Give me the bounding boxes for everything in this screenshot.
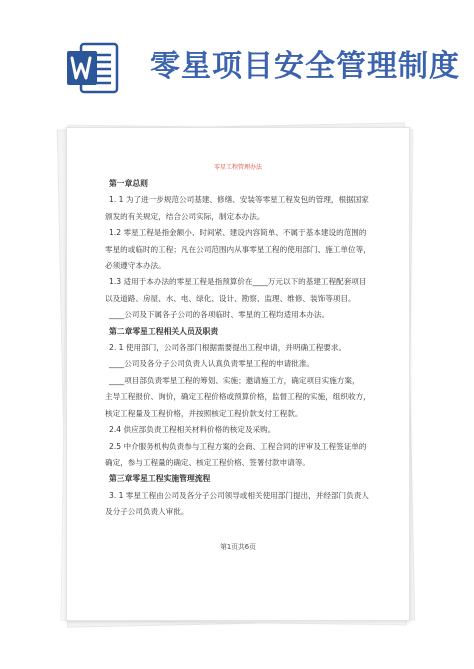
paragraph-line: 2.5 中介服务机构负责参与工程方案的会商、工程合同的评审及工程签证单的 (109, 441, 367, 451)
paragraph-line: 1.3 适用于本办法的零星工程是指预算价在____万元以下的基建工程配套项目 (109, 277, 367, 287)
banner (0, 0, 474, 120)
paragraph-line: 及分子公司负责人审批。 (105, 507, 189, 517)
section-heading: 第三章零星工程实施管理流程 (109, 474, 211, 484)
paragraph-line: 颁发的有关规定，结合公司实际，制定本办法。 (105, 211, 265, 221)
section-heading: 第二章零星工程相关人员及职责 (109, 326, 219, 336)
paragraph-line: 2. 1 使用部门，公司各部门根据需要提出工程申请，并明确工程要求。 (109, 343, 347, 353)
paragraph-line: ____公司及各分子公司负责人认真负责零星工程的申请批准。 (109, 359, 315, 369)
paragraph-line: 确定，参与工程量的确定、核定工程价格、签署付款申请等。 (105, 457, 311, 467)
word-document-icon (65, 40, 121, 96)
paragraph-line: 以及道路、房屋、水、电、绿化、设计、勘察、监理、维修、装饰等项目。 (105, 293, 356, 303)
document-title: 零星工程管理办法 (213, 164, 262, 171)
paragraph-line: 核定工程量及工程价格，并按照核定工程价款支付工程款。 (105, 408, 303, 418)
document-body (105, 176, 385, 521)
page-number: 第1页共6页 (220, 543, 256, 551)
paragraph-line: 3. 1 零星工程由公司及各分子公司领导或相关使用部门提出，并经部门负责人 (109, 490, 369, 500)
paragraph-line: 1.2 零星工程是指金额小、时间紧、建设内容简单、不属于基本建设的范围的 (109, 228, 367, 238)
paragraph-line: ____公司及下属各子公司的各项临时、零星的工程均适用本办法。 (109, 310, 330, 320)
section-heading: 第一章总则 (109, 179, 148, 188)
paragraph-line: 零星的或临时的工程；凡在公司范围内从事零星工程的使用部门、施工单位等， (105, 244, 371, 254)
paragraph-line: ____项目部负责零星工程的筹划、实施；邀请施工方，确定项目实施方案， (109, 375, 360, 385)
paragraph-line: 必须遵守本办法。 (105, 261, 166, 271)
paragraph-line: 1. 1 为了进一步规范公司基建、修缮、安装等零星工程发包的管理，根据国家 (109, 195, 369, 205)
paragraph-line: 主导工程报价、询价，确定工程价格或预算价格，监督工程的实施，组织收方， (105, 392, 371, 402)
banner-title: 零星项目安全管理制度 (150, 49, 460, 84)
document-page (66, 127, 410, 621)
paragraph-line: 2.4 供应部负责工程相关材料价格的核定及采购。 (109, 425, 276, 435)
